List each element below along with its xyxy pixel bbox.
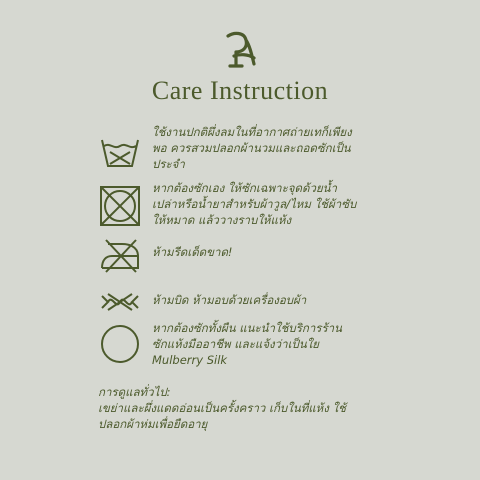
instruction-row-wring (98, 280, 458, 320)
instruction-text: ห้ามรีดเด็ดขาด! (152, 245, 233, 259)
do-not-iron-icon (98, 234, 142, 278)
instruction-text: หากต้องซักเอง ให้ซักเฉพาะจุดด้วยน้ำ เปล่าหรือน้ำยาสำหรับผ้าวูล/ไหม ใช้ผ้าซับ ให้หมาด แล้ววางราบให้แห้ง (152, 181, 357, 227)
instruction-text: ใช้งานปกติผึ่งลมในที่อากาศถ่ายเทก็เพียง พอ ควรสวมปลอกผ้านวมและถอดซักเป็น ประจำ (152, 125, 352, 171)
instruction-row-dry-clean (98, 320, 458, 376)
instruction-text: ห้ามบิด ห้ามอบด้วยเครื่องอบผ้า (152, 293, 307, 307)
do-not-wash-icon (98, 184, 142, 228)
instruction-row-iron (98, 236, 458, 276)
instruction-text: หากต้องซักทั้งผืน แนะนำใช้บริการร้าน ซักแห้งมืออาชีพ และแจ้งว่าเป็นใย Mulberry Silk (152, 321, 342, 367)
instruction-row-wash (98, 124, 458, 174)
dry-clean-icon (98, 322, 142, 366)
brand-monogram-icon (224, 30, 258, 70)
wash-30-icon (98, 128, 142, 172)
do-not-wring-icon (98, 280, 142, 324)
instruction-row-spot-clean (98, 180, 458, 230)
general-care-text: การดูแลทั่วไป: เขย่าและผึ่งแดดอ่อนเป็นครั้งคราว เก็บในที่แห้ง ใช้ ปลอกผ้าห่มเพื่อยืดอายุ (98, 385, 346, 431)
page-title: Care Instruction (151, 76, 329, 105)
